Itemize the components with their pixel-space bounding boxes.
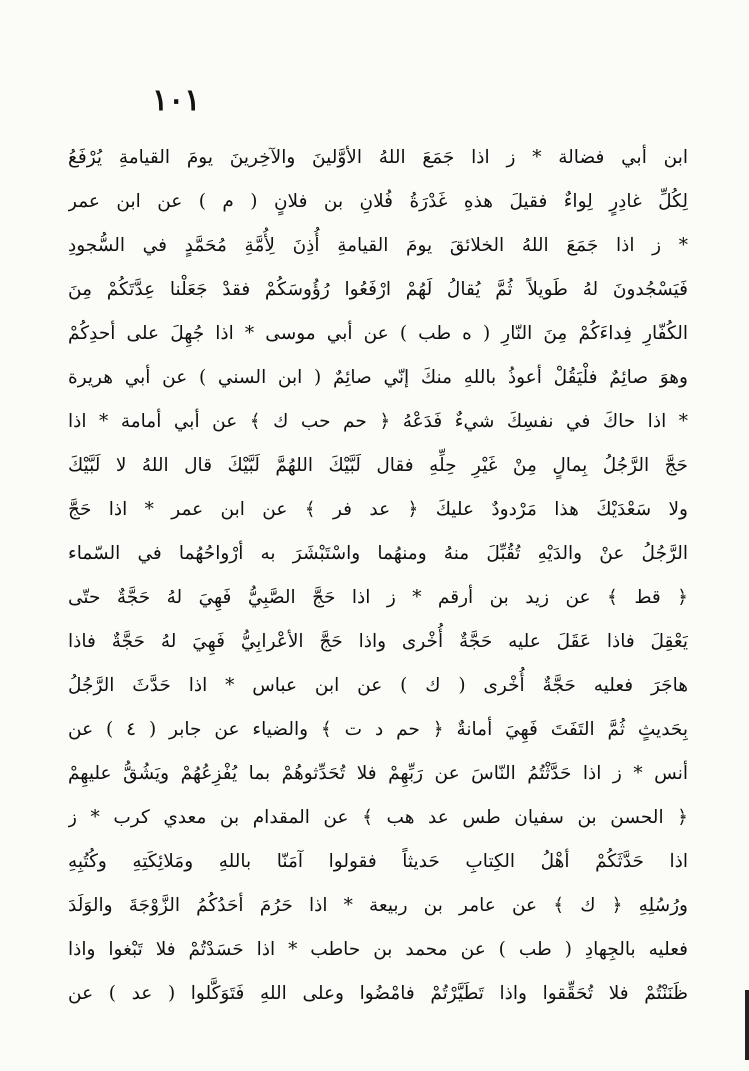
hadith-text-block: [68, 136, 688, 1016]
text-line: ولا سَعْدَيْكَ هذا مَرْدودٌ عليكَ ﴿ عد فر ﴾ عن ابن عمر * اذا حَجَّ: [68, 499, 688, 520]
scan-edge-mark: [745, 990, 749, 1060]
text-line: هاجَرَ فعليه حَجَّةٌ أُخْرى ( ك ) عن ابن عباس * اذا حَدَّثَ الرَّجُلُ: [68, 675, 688, 696]
text-line: حَجَّ الرَّجُلُ بِمالٍ مِنْ غَيْرِ حِلِّهِ فقال لَبَّيْكَ اللهُمَّ لَبَّيْكَ قال اللهُ لا لَبَّيْكَ: [68, 455, 688, 476]
text-line: ﴿ قط ﴾ عن زيد بن أرقم * ز اذا حَجَّ الصَّبِيُّ فَهِيَ لهُ حَجَّةٌ حتّى: [68, 587, 688, 608]
text-line: ورُسُلِهِ ﴿ ك ﴾ عن عامر بن ربيعة * اذا حَرُمَ أحَدُكُمُ الزَّوْجَةَ والوَلَدَ: [68, 895, 688, 916]
text-line: بِحَديثٍ ثُمَّ التَفَتَ فَهِيَ أمانةٌ ﴿ حم د ت ﴾ والضياء عن جابر ( ٤ ) عن: [68, 719, 688, 740]
text-line: الرَّجُلُ عنْ والدَيْهِ تُقُبِّلَ منهُ ومنهُما واسْتَبْشَرَ به أرْواحُهُما في السّماء: [68, 543, 688, 564]
text-line: فعليه بالجِهادِ ( طب ) عن محمد بن حاطب * اذا حَسَدْتُمْ فلا تَبْغوا واذا: [68, 939, 688, 960]
text-line: اذا حَدَّثَكُمْ أهْلُ الكِتابِ حَديثاً فقولوا آمَنّا باللهِ ومَلائِكَتِهِ وكُتُبِهِ: [68, 851, 688, 872]
page-number: ١٠١: [152, 83, 201, 118]
text-line: ظَنَنْتُمْ فلا تُحَقِّقوا واذا تَطَيَّرْتُمْ فامْضُوا وعلى اللهِ فَتَوَكَّلوا ( عد ) عن: [68, 983, 688, 1004]
text-line: * ز اذا جَمَعَ اللهُ الخلائقَ يومَ القيامةِ أُذِنَ لِأُمَّةِ مُحَمَّدٍ في السُّجودِ: [68, 235, 688, 256]
text-line: يَعْقِلَ فاذا عَقَلَ عليه حَجَّةٌ أُخْرى واذا حَجَّ الأعْرابِيُّ فَهِيَ لهُ حَجَّةٌ فاذا: [68, 631, 688, 652]
text-line: الكُفّارِ فِداءَكُمْ مِنَ النّارِ ( ه طب ) عن أبي موسى * اذا جُهِلَ على أحدِكُمْ: [68, 323, 688, 344]
text-line: لِكُلِّ غادِرٍ لِواءٌ فقيلَ هذهِ غَدْرَةُ فُلانِ بن فلانٍ ( م ) عن ابن عمر: [68, 191, 688, 212]
text-line: وهوَ صائِمٌ فلْيَقُلْ أعوذُ باللهِ منكَ إنّي صائِمٌ ( ابن السني ) عن أبي هريرة: [68, 367, 688, 388]
text-line: أنس * ز اذا حَدَّثْتُمُ النّاسَ عن رَبِّهِمْ فلا تُحَدِّثوهُمْ بما يُفْزِعُهُمْ ويَشُقُّ عليهِمْ: [68, 763, 688, 784]
text-line: * اذا حاكَ في نفسِكَ شيءٌ فَدَعْهُ ﴿ حم حب ك ﴾ عن أبي أمامة * اذا: [68, 411, 688, 432]
text-line: ابن أبي فضالة * ز اذا جَمَعَ اللهُ الأوَّلينَ والآخِرينَ يومَ القيامةِ يُرْفَعُ: [68, 147, 688, 168]
text-line: ﴿ الحسن بن سفيان طس عد هب ﴾ عن المقدام بن معدي كرب * ز: [68, 807, 688, 828]
text-line: فَيَسْجُدونَ لهُ طَويلاً ثُمَّ يُقالُ لَهُمْ ارْفَعُوا رُؤُوسَكُمْ فقدْ جَعَلْنا عِدَّتَكُمْ مِنَ: [68, 279, 688, 300]
